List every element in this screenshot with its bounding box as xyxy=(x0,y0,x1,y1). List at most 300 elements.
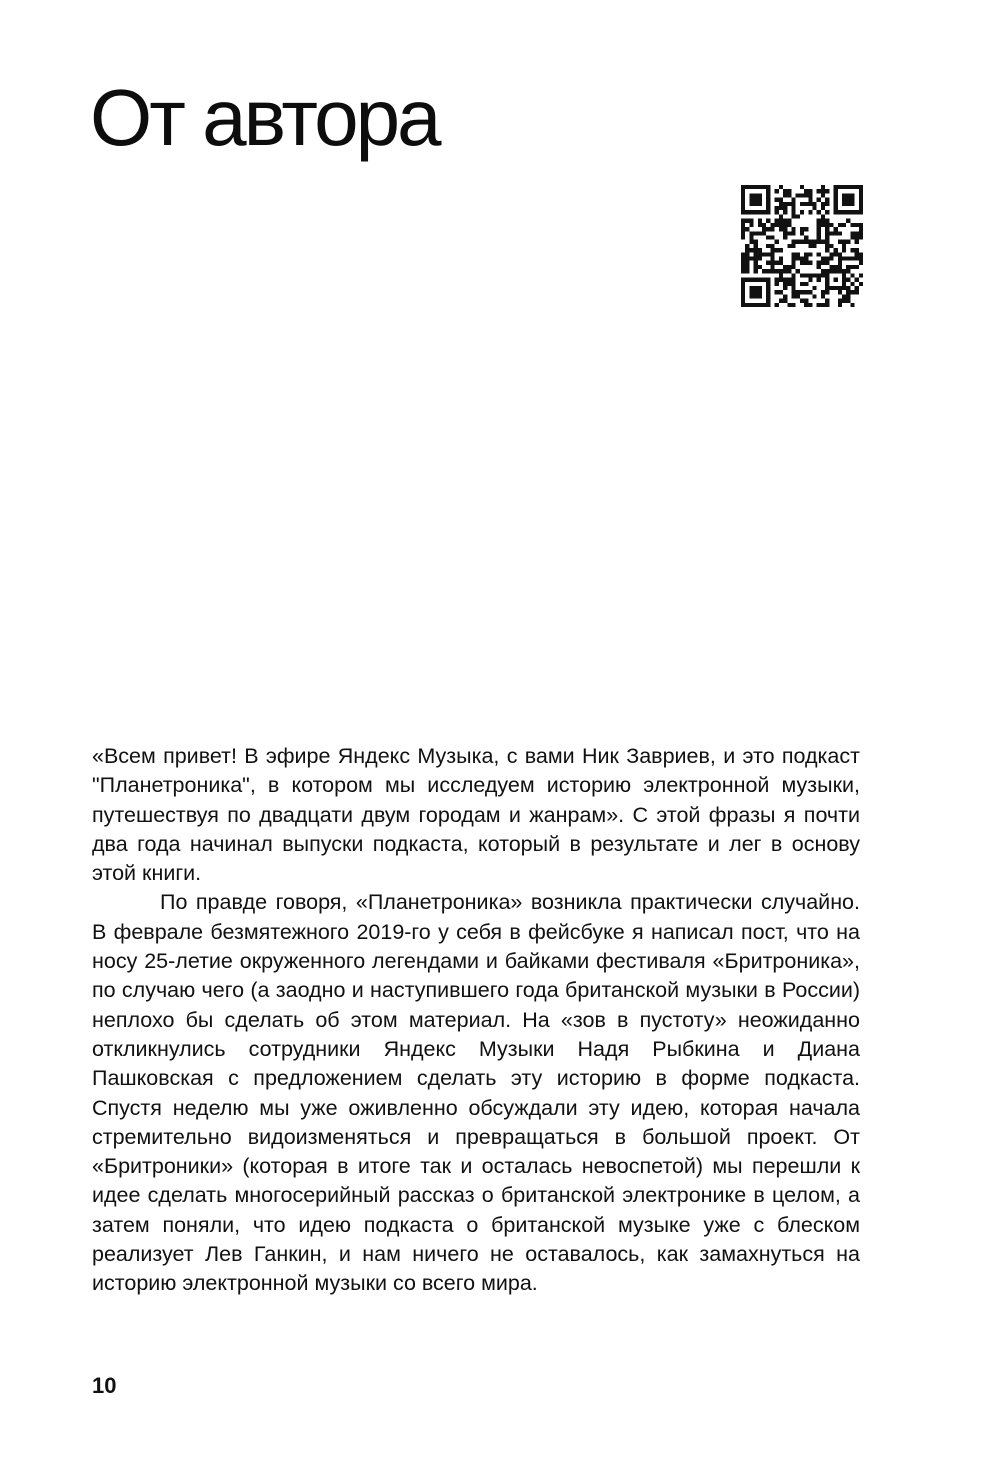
qr-module xyxy=(813,273,817,277)
qr-module xyxy=(800,261,804,265)
qr-module xyxy=(783,278,787,282)
qr-module xyxy=(796,294,800,298)
qr-module xyxy=(745,227,749,231)
qr-module xyxy=(808,244,812,248)
qr-module xyxy=(783,210,787,214)
qr-module xyxy=(745,265,749,269)
qr-module xyxy=(846,185,850,189)
qr-module xyxy=(749,202,753,206)
qr-module xyxy=(762,303,766,307)
qr-module xyxy=(825,299,829,303)
qr-module xyxy=(821,202,825,206)
qr-module xyxy=(804,252,808,256)
qr-module xyxy=(855,231,859,235)
qr-module xyxy=(783,299,787,303)
qr-module xyxy=(758,265,762,269)
qr-module xyxy=(846,269,850,273)
qr-module xyxy=(817,198,821,202)
qr-module xyxy=(762,231,766,235)
qr-module xyxy=(821,185,825,189)
qr-module xyxy=(766,269,770,273)
qr-module xyxy=(762,223,766,227)
qr-module xyxy=(766,227,770,231)
qr-module xyxy=(855,278,859,282)
qr-module xyxy=(745,303,749,307)
qr-module xyxy=(808,202,812,206)
qr-module xyxy=(779,269,783,273)
qr-module xyxy=(850,265,854,269)
qr-module xyxy=(754,257,758,261)
qr-module xyxy=(770,252,774,256)
qr-module xyxy=(791,282,795,286)
qr-module xyxy=(855,185,859,189)
qr-module xyxy=(775,290,779,294)
qr-module xyxy=(783,189,787,193)
qr-module xyxy=(855,257,859,261)
qr-module xyxy=(791,202,795,206)
qr-module xyxy=(775,198,779,202)
qr-module xyxy=(796,193,800,197)
qr-module xyxy=(783,286,787,290)
qr-module xyxy=(754,231,758,235)
qr-module xyxy=(779,214,783,218)
qr-module xyxy=(859,189,863,193)
qr-module xyxy=(779,273,783,277)
qr-module xyxy=(817,231,821,235)
qr-module xyxy=(817,265,821,269)
qr-module xyxy=(825,198,829,202)
qr-module xyxy=(829,286,833,290)
qr-module xyxy=(796,290,800,294)
qr-module xyxy=(825,240,829,244)
qr-module xyxy=(817,240,821,244)
qr-module xyxy=(817,278,821,282)
qr-module xyxy=(855,248,859,252)
qr-module xyxy=(745,210,749,214)
qr-module xyxy=(766,261,770,265)
qr-module xyxy=(796,252,800,256)
qr-module xyxy=(821,294,825,298)
qr-module xyxy=(817,303,821,307)
qr-module xyxy=(766,286,770,290)
qr-module xyxy=(846,193,850,197)
qr-module xyxy=(842,294,846,298)
qr-module xyxy=(842,202,846,206)
qr-module xyxy=(762,278,766,282)
qr-module xyxy=(825,202,829,206)
qr-module xyxy=(829,252,833,256)
qr-module xyxy=(850,257,854,261)
qr-module xyxy=(745,257,749,261)
body-text xyxy=(92,742,860,1299)
qr-module xyxy=(766,303,770,307)
qr-module xyxy=(749,257,753,261)
qr-module xyxy=(745,248,749,252)
qr-module xyxy=(850,248,854,252)
qr-module xyxy=(796,269,800,273)
qr-module xyxy=(762,210,766,214)
qr-module xyxy=(758,290,762,294)
qr-module xyxy=(741,290,745,294)
qr-module xyxy=(855,290,859,294)
qr-module xyxy=(754,244,758,248)
qr-module xyxy=(850,235,854,239)
qr-module xyxy=(800,210,804,214)
qr-module xyxy=(821,240,825,244)
qr-module xyxy=(817,235,821,239)
qr-module xyxy=(825,290,829,294)
qr-module xyxy=(791,303,795,307)
qr-module xyxy=(821,189,825,193)
qr-module xyxy=(838,252,842,256)
qr-module xyxy=(796,214,800,218)
qr-module xyxy=(846,198,850,202)
qr-module xyxy=(745,252,749,256)
qr-module xyxy=(754,240,758,244)
qr-module xyxy=(846,299,850,303)
qr-module xyxy=(838,210,842,214)
qr-module xyxy=(834,227,838,231)
qr-module xyxy=(783,223,787,227)
qr-module xyxy=(817,252,821,256)
qr-module xyxy=(825,231,829,235)
qr-module xyxy=(754,269,758,273)
qr-module xyxy=(791,261,795,265)
qr-module xyxy=(800,299,804,303)
qr-module xyxy=(766,185,770,189)
qr-module xyxy=(791,278,795,282)
qr-module xyxy=(775,223,779,227)
qr-module xyxy=(808,189,812,193)
qr-module xyxy=(842,278,846,282)
qr-module xyxy=(842,257,846,261)
qr-module xyxy=(787,244,791,248)
qr-module xyxy=(850,303,854,307)
qr-module xyxy=(829,257,833,261)
qr-module xyxy=(842,273,846,277)
qr-module xyxy=(813,294,817,298)
qr-module xyxy=(800,185,804,189)
qr-module xyxy=(783,206,787,210)
qr-module xyxy=(741,282,745,286)
qr-module xyxy=(821,257,825,261)
qr-module xyxy=(834,248,838,252)
qr-module xyxy=(779,206,783,210)
qr-module xyxy=(758,202,762,206)
qr-module xyxy=(775,278,779,282)
qr-module xyxy=(758,303,762,307)
qr-module xyxy=(859,198,863,202)
qr-module xyxy=(821,219,825,223)
qr-module xyxy=(770,248,774,252)
qr-module xyxy=(754,261,758,265)
qr-module xyxy=(762,252,766,256)
qr-module xyxy=(791,214,795,218)
qr-module xyxy=(791,286,795,290)
qr-module xyxy=(800,273,804,277)
qr-module xyxy=(855,240,859,244)
qr-module xyxy=(745,219,749,223)
qr-module xyxy=(741,219,745,223)
qr-module xyxy=(834,286,838,290)
qr-module xyxy=(770,235,774,239)
qr-module xyxy=(749,223,753,227)
qr-module xyxy=(741,299,745,303)
qr-module xyxy=(825,227,829,231)
qr-module xyxy=(741,189,745,193)
qr-module xyxy=(821,223,825,227)
qr-module xyxy=(804,189,808,193)
qr-module xyxy=(800,240,804,244)
qr-module xyxy=(850,223,854,227)
qr-module xyxy=(804,235,808,239)
qr-module xyxy=(770,227,774,231)
qr-module xyxy=(850,231,854,235)
qr-module xyxy=(791,252,795,256)
qr-module xyxy=(808,278,812,282)
qr-module xyxy=(825,278,829,282)
qr-module xyxy=(838,223,842,227)
qr-module xyxy=(779,202,783,206)
qr-module xyxy=(741,294,745,298)
qr-module xyxy=(775,282,779,286)
qr-module xyxy=(749,240,753,244)
qr-module xyxy=(842,223,846,227)
qr-module xyxy=(741,193,745,197)
qr-module xyxy=(825,219,829,223)
qr-module xyxy=(779,261,783,265)
qr-module xyxy=(766,278,770,282)
qr-module xyxy=(838,185,842,189)
qr-module xyxy=(783,235,787,239)
qr-module xyxy=(825,223,829,227)
qr-module xyxy=(766,219,770,223)
qr-module xyxy=(825,273,829,277)
qr-module xyxy=(749,286,753,290)
qr-module xyxy=(791,198,795,202)
qr-module xyxy=(859,227,863,231)
qr-module xyxy=(846,219,850,223)
qr-module xyxy=(787,219,791,223)
qr-module xyxy=(754,303,758,307)
qr-module xyxy=(758,248,762,252)
qr-module xyxy=(834,193,838,197)
qr-module xyxy=(834,231,838,235)
qr-module xyxy=(808,303,812,307)
qr-module xyxy=(838,299,842,303)
qr-module xyxy=(754,294,758,298)
qr-module xyxy=(749,198,753,202)
qr-module xyxy=(859,206,863,210)
qr-module xyxy=(846,240,850,244)
qr-module xyxy=(741,223,745,227)
qr-module xyxy=(791,257,795,261)
qr-module xyxy=(825,261,829,265)
paragraph-story: По правде говоря, «Планетроника» возникла практически случайно. В феврале безмятежного 2019-го у себя в фейсбуке я написал пост, что на носу 25-летие окруженного легендами и байками фестиваля «Бритроника», по случаю чего (а заодно и наступившего года британской музыки в России) неплохо бы сделать об этом материал. На «зов в пустоту» неожиданно откликнулись сотрудники Яндекс Музыки Надя Рыбкина и Диана Пашковская с предложением сделать эту историю в форме подкаста. Спустя неделю мы уже оживленно обсуждали эту идею, которая начала стремительно видоизменяться и превращаться в большой проект. От «Бритроники» (которая в итоге так и осталась невоспетой) мы перешли к идее сделать многосерийный рассказ о британской электронике в целом, а затем поняли, что идею подкаста о британской музыке уже с блеском реализует Лев Ганкин, и нам ничего не оставалось, как замахнуться на историю электронной музыки со всего мира. xyxy=(92,890,860,1296)
qr-module xyxy=(783,202,787,206)
qr-module xyxy=(749,219,753,223)
qr-module xyxy=(766,210,770,214)
qr-module xyxy=(859,193,863,197)
qr-module xyxy=(846,210,850,214)
qr-module xyxy=(800,282,804,286)
qr-module xyxy=(783,265,787,269)
qr-module xyxy=(783,231,787,235)
qr-module xyxy=(834,185,838,189)
qr-module xyxy=(834,202,838,206)
qr-module xyxy=(787,223,791,227)
qr-module xyxy=(850,210,854,214)
qr-module xyxy=(741,185,745,189)
qr-module xyxy=(859,261,863,265)
qr-module xyxy=(846,290,850,294)
qr-module xyxy=(825,244,829,248)
qr-module xyxy=(842,240,846,244)
qr-module xyxy=(775,240,779,244)
qr-module xyxy=(838,303,842,307)
qr-module xyxy=(741,278,745,282)
qr-module xyxy=(850,290,854,294)
qr-module xyxy=(855,235,859,239)
qr-module xyxy=(766,235,770,239)
qr-module xyxy=(850,273,854,277)
qr-module xyxy=(741,231,745,235)
qr-module xyxy=(825,210,829,214)
qr-module xyxy=(808,210,812,214)
qr-module xyxy=(741,210,745,214)
qr-module xyxy=(800,193,804,197)
qr-module xyxy=(758,252,762,256)
qr-module xyxy=(749,210,753,214)
qr-module xyxy=(754,278,758,282)
qr-module xyxy=(758,210,762,214)
qr-module xyxy=(775,206,779,210)
qr-module xyxy=(859,257,863,261)
qr-module xyxy=(829,244,833,248)
qr-module xyxy=(821,261,825,265)
qr-module xyxy=(775,269,779,273)
qr-module xyxy=(850,193,854,197)
qr-module xyxy=(779,278,783,282)
qr-module xyxy=(834,269,838,273)
qr-module xyxy=(770,223,774,227)
qr-module xyxy=(766,193,770,197)
qr-module xyxy=(741,286,745,290)
qr-module xyxy=(791,273,795,277)
qr-module xyxy=(842,286,846,290)
qr-module xyxy=(741,235,745,239)
qr-module xyxy=(779,248,783,252)
qr-module xyxy=(842,193,846,197)
qr-module xyxy=(775,210,779,214)
qr-module xyxy=(758,219,762,223)
qr-module xyxy=(804,202,808,206)
qr-module xyxy=(766,282,770,286)
qr-module xyxy=(821,214,825,218)
qr-module xyxy=(829,269,833,273)
qr-module xyxy=(834,252,838,256)
qr-module xyxy=(791,210,795,214)
qr-module xyxy=(804,303,808,307)
qr-module xyxy=(859,223,863,227)
qr-module xyxy=(800,202,804,206)
qr-code-image[interactable] xyxy=(741,185,863,307)
qr-module xyxy=(825,189,829,193)
qr-module xyxy=(791,227,795,231)
qr-module xyxy=(766,290,770,294)
qr-module xyxy=(808,240,812,244)
qr-module xyxy=(804,261,808,265)
qr-module xyxy=(749,231,753,235)
qr-module xyxy=(775,189,779,193)
qr-module xyxy=(850,282,854,286)
qr-module xyxy=(808,290,812,294)
qr-module xyxy=(800,290,804,294)
qr-module xyxy=(813,240,817,244)
qr-module xyxy=(817,223,821,227)
qr-module xyxy=(787,282,791,286)
qr-module xyxy=(842,185,846,189)
qr-module xyxy=(758,286,762,290)
qr-module xyxy=(787,193,791,197)
qr-module xyxy=(855,252,859,256)
qr-module xyxy=(821,290,825,294)
qr-module xyxy=(741,206,745,210)
qr-module xyxy=(834,189,838,193)
qr-module xyxy=(754,286,758,290)
qr-module xyxy=(787,265,791,269)
qr-module xyxy=(800,257,804,261)
qr-module xyxy=(838,269,842,273)
qr-module xyxy=(817,227,821,231)
qr-module xyxy=(825,269,829,273)
qr-module xyxy=(808,273,812,277)
qr-module xyxy=(758,198,762,202)
qr-module xyxy=(834,265,838,269)
qr-module xyxy=(745,261,749,265)
qr-module xyxy=(800,227,804,231)
qr-module xyxy=(770,257,774,261)
qr-module xyxy=(813,286,817,290)
qr-module xyxy=(821,273,825,277)
qr-module xyxy=(758,278,762,282)
qr-module xyxy=(766,189,770,193)
qr-module xyxy=(842,269,846,273)
qr-module xyxy=(741,261,745,265)
qr-module xyxy=(804,282,808,286)
qr-module xyxy=(766,244,770,248)
qr-module xyxy=(758,257,762,261)
qr-module xyxy=(825,248,829,252)
qr-module xyxy=(855,286,859,290)
qr-module xyxy=(754,193,758,197)
qr-module xyxy=(787,303,791,307)
qr-module xyxy=(842,282,846,286)
qr-module xyxy=(766,198,770,202)
qr-module xyxy=(791,290,795,294)
qr-module xyxy=(745,269,749,273)
qr-module xyxy=(838,257,842,261)
qr-module xyxy=(838,240,842,244)
qr-module xyxy=(745,185,749,189)
qr-module xyxy=(850,198,854,202)
qr-module xyxy=(838,261,842,265)
qr-module xyxy=(859,282,863,286)
qr-module xyxy=(741,198,745,202)
qr-module xyxy=(783,219,787,223)
page-title: От автора xyxy=(90,73,439,162)
qr-module xyxy=(813,202,817,206)
